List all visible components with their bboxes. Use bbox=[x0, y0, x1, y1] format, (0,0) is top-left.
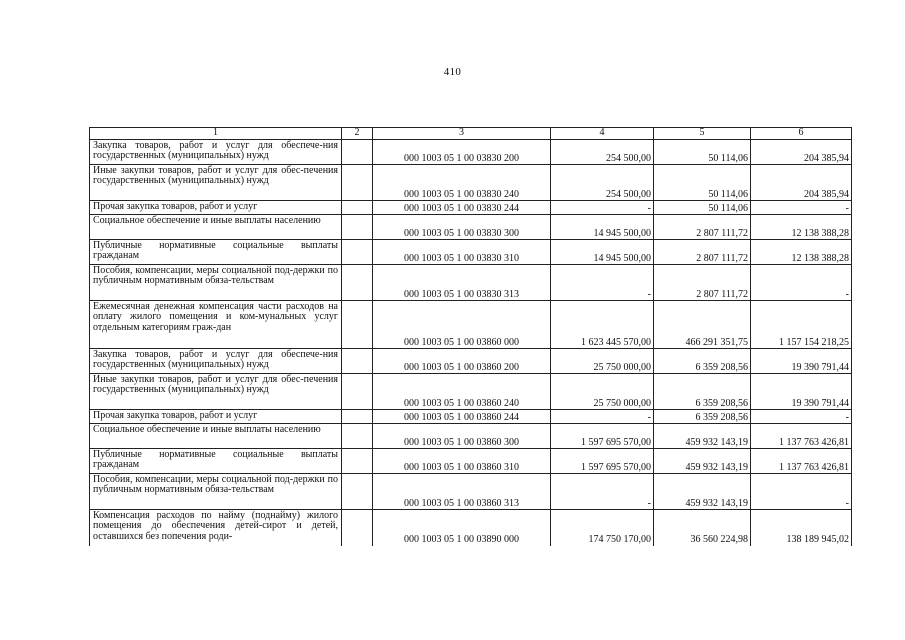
row-budget-code: 000 1003 05 1 00 03860 000 bbox=[373, 301, 551, 349]
row-unexecuted-amount: - bbox=[751, 410, 852, 424]
row-name: Публичные нормативные социальные выплаты гражданам bbox=[90, 449, 342, 474]
row-executed-amount: 50 114,06 bbox=[654, 165, 751, 201]
row-col2 bbox=[342, 201, 373, 215]
row-name: Ежемесячная денежная компенсация части расходов на оплату жилого помещения и ком-мунальных услуг отдельным категориям граж-дан bbox=[90, 301, 342, 349]
row-unexecuted-amount: - bbox=[751, 265, 852, 301]
row-col2 bbox=[342, 240, 373, 265]
column-header-6: 6 bbox=[751, 128, 852, 140]
column-header-1: 1 bbox=[90, 128, 342, 140]
row-executed-amount: 6 359 208,56 bbox=[654, 410, 751, 424]
row-col2 bbox=[342, 215, 373, 240]
row-budget-code: 000 1003 05 1 00 03860 313 bbox=[373, 474, 551, 510]
row-budget-code: 000 1003 05 1 00 03860 310 bbox=[373, 449, 551, 474]
row-budget-code: 000 1003 05 1 00 03890 000 bbox=[373, 510, 551, 546]
row-unexecuted-amount: 12 138 388,28 bbox=[751, 240, 852, 265]
table-row bbox=[90, 301, 852, 349]
row-name: Закупка товаров, работ и услуг для обеспече-ния государственных (муниципальных) нужд bbox=[90, 349, 342, 374]
row-name: Социальное обеспечение и иные выплаты населению bbox=[90, 215, 342, 240]
row-executed-amount: 459 932 143,19 bbox=[654, 424, 751, 449]
row-executed-amount: 6 359 208,56 bbox=[654, 349, 751, 374]
table-row bbox=[90, 449, 852, 474]
row-name: Публичные нормативные социальные выплаты гражданам bbox=[90, 240, 342, 265]
row-budget-code: 000 1003 05 1 00 03830 240 bbox=[373, 165, 551, 201]
row-approved-amount: 1 623 445 570,00 bbox=[551, 301, 654, 349]
table-row bbox=[90, 201, 852, 215]
row-unexecuted-amount: - bbox=[751, 201, 852, 215]
row-name: Пособия, компенсации, меры социальной под-держки по публичным нормативным обяза-тельствам bbox=[90, 265, 342, 301]
table-row bbox=[90, 215, 852, 240]
row-executed-amount: 36 560 224,98 bbox=[654, 510, 751, 546]
table-row bbox=[90, 424, 852, 449]
row-budget-code: 000 1003 05 1 00 03830 310 bbox=[373, 240, 551, 265]
row-unexecuted-amount: 19 390 791,44 bbox=[751, 349, 852, 374]
row-name: Прочая закупка товаров, работ и услуг bbox=[90, 201, 342, 215]
row-unexecuted-amount: 12 138 388,28 bbox=[751, 215, 852, 240]
table-row bbox=[90, 240, 852, 265]
row-budget-code: 000 1003 05 1 00 03860 240 bbox=[373, 374, 551, 410]
row-name: Иные закупки товаров, работ и услуг для обес-печения государственных (муниципальных) нужд bbox=[90, 165, 342, 201]
row-col2 bbox=[342, 374, 373, 410]
table-row bbox=[90, 349, 852, 374]
row-unexecuted-amount: 19 390 791,44 bbox=[751, 374, 852, 410]
row-executed-amount: 459 932 143,19 bbox=[654, 449, 751, 474]
row-executed-amount: 2 807 111,72 bbox=[654, 240, 751, 265]
row-approved-amount: 25 750 000,00 bbox=[551, 349, 654, 374]
table-header-row bbox=[90, 128, 852, 140]
row-approved-amount: 174 750 170,00 bbox=[551, 510, 654, 546]
row-unexecuted-amount: - bbox=[751, 474, 852, 510]
row-col2 bbox=[342, 165, 373, 201]
table-row bbox=[90, 474, 852, 510]
row-name: Иные закупки товаров, работ и услуг для обес-печения государственных (муниципальных) нужд bbox=[90, 374, 342, 410]
row-col2 bbox=[342, 410, 373, 424]
row-budget-code: 000 1003 05 1 00 03830 200 bbox=[373, 140, 551, 165]
table-row bbox=[90, 265, 852, 301]
row-col2 bbox=[342, 510, 373, 546]
row-approved-amount: - bbox=[551, 201, 654, 215]
row-unexecuted-amount: 204 385,94 bbox=[751, 165, 852, 201]
row-budget-code: 000 1003 05 1 00 03830 300 bbox=[373, 215, 551, 240]
row-executed-amount: 50 114,06 bbox=[654, 201, 751, 215]
row-budget-code: 000 1003 05 1 00 03860 244 bbox=[373, 410, 551, 424]
row-col2 bbox=[342, 424, 373, 449]
table-row bbox=[90, 165, 852, 201]
row-name: Закупка товаров, работ и услуг для обеспече-ния государственных (муниципальных) нужд bbox=[90, 140, 342, 165]
table-row bbox=[90, 510, 852, 546]
row-col2 bbox=[342, 301, 373, 349]
row-approved-amount: 14 945 500,00 bbox=[551, 215, 654, 240]
table-row bbox=[90, 374, 852, 410]
column-header-4: 4 bbox=[551, 128, 654, 140]
row-budget-code: 000 1003 05 1 00 03830 313 bbox=[373, 265, 551, 301]
row-col2 bbox=[342, 265, 373, 301]
row-executed-amount: 459 932 143,19 bbox=[654, 474, 751, 510]
row-unexecuted-amount: 138 189 945,02 bbox=[751, 510, 852, 546]
row-approved-amount: - bbox=[551, 265, 654, 301]
row-executed-amount: 466 291 351,75 bbox=[654, 301, 751, 349]
column-header-3: 3 bbox=[373, 128, 551, 140]
row-budget-code: 000 1003 05 1 00 03860 300 bbox=[373, 424, 551, 449]
table-row bbox=[90, 410, 852, 424]
row-name: Социальное обеспечение и иные выплаты населению bbox=[90, 424, 342, 449]
row-col2 bbox=[342, 474, 373, 510]
table-row bbox=[90, 140, 852, 165]
row-name: Пособия, компенсации, меры социальной под-держки по публичным нормативным обяза-тельствам bbox=[90, 474, 342, 510]
row-col2 bbox=[342, 140, 373, 165]
column-header-2: 2 bbox=[342, 128, 373, 140]
row-executed-amount: 6 359 208,56 bbox=[654, 374, 751, 410]
row-executed-amount: 2 807 111,72 bbox=[654, 215, 751, 240]
row-name: Компенсация расходов по найму (поднайму) жилого помещения до обеспечения детей-сирот и детей, оставшихся без попечения роди- bbox=[90, 510, 342, 546]
row-budget-code: 000 1003 05 1 00 03830 244 bbox=[373, 201, 551, 215]
row-budget-code: 000 1003 05 1 00 03860 200 bbox=[373, 349, 551, 374]
row-unexecuted-amount: 1 137 763 426,81 bbox=[751, 424, 852, 449]
column-header-5: 5 bbox=[654, 128, 751, 140]
row-unexecuted-amount: 1 157 154 218,25 bbox=[751, 301, 852, 349]
row-approved-amount: 14 945 500,00 bbox=[551, 240, 654, 265]
row-approved-amount: 1 597 695 570,00 bbox=[551, 424, 654, 449]
row-unexecuted-amount: 1 137 763 426,81 bbox=[751, 449, 852, 474]
row-approved-amount: - bbox=[551, 410, 654, 424]
page-number: 410 bbox=[443, 66, 462, 78]
row-col2 bbox=[342, 449, 373, 474]
row-unexecuted-amount: 204 385,94 bbox=[751, 140, 852, 165]
row-executed-amount: 2 807 111,72 bbox=[654, 265, 751, 301]
row-executed-amount: 50 114,06 bbox=[654, 140, 751, 165]
row-approved-amount: 254 500,00 bbox=[551, 165, 654, 201]
budget-table bbox=[89, 127, 852, 546]
row-col2 bbox=[342, 349, 373, 374]
row-approved-amount: 1 597 695 570,00 bbox=[551, 449, 654, 474]
row-approved-amount: 25 750 000,00 bbox=[551, 374, 654, 410]
row-approved-amount: 254 500,00 bbox=[551, 140, 654, 165]
row-name: Прочая закупка товаров, работ и услуг bbox=[90, 410, 342, 424]
row-approved-amount: - bbox=[551, 474, 654, 510]
